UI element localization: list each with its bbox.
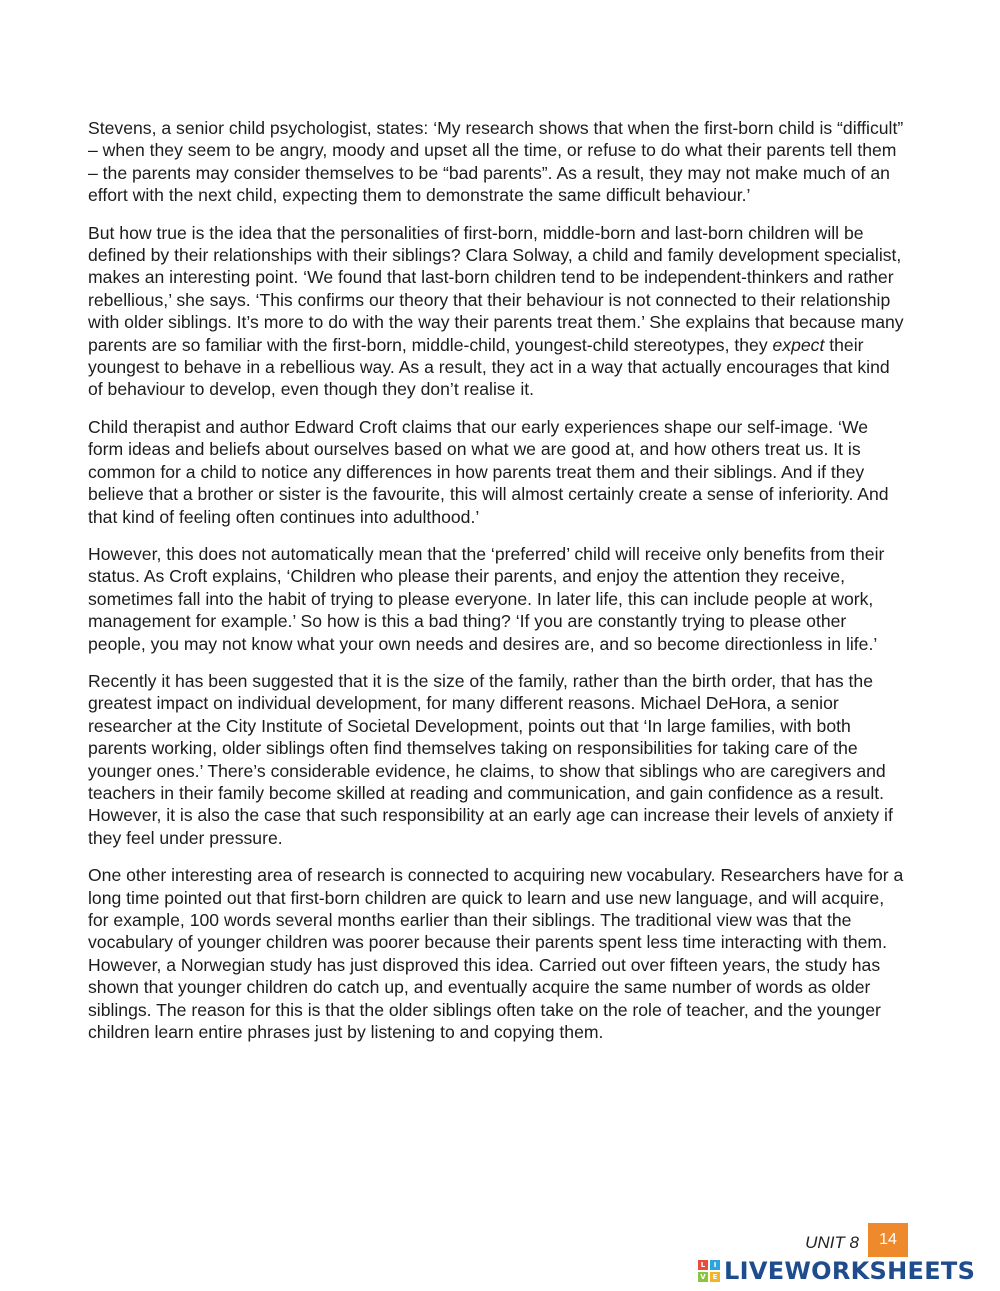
paragraph-solway — [88, 222, 908, 401]
unit-label: UNIT 8 — [805, 1233, 859, 1252]
brand-wordmark: LIVEWORKSHEETS — [724, 1257, 976, 1285]
paragraph-preferred-child: However, this does not automatically mean that the ‘preferred’ child will receive only benefits from their status. As Croft explains, ‘Children who please their parents, and enjoy the attention they receive, sometimes fall into the habit of trying to please everyone. In later life, this can include people at work, management for example.’ So how is this a bad thing? ‘If you are constantly trying to please other people, you may not know what your own needs and desires are, and so become directionless in life.’ — [88, 543, 885, 654]
emphasized-word: expect — [772, 334, 825, 355]
liveworksheets-logo-icon — [698, 1260, 720, 1282]
logo-block-l: L — [698, 1260, 708, 1270]
logo-block-v: V — [698, 1272, 708, 1282]
document-body — [88, 117, 908, 1058]
paragraph-stevens: Stevens, a senior child psychologist, states: ‘My research shows that when the first-born child is “difficult” – when they seem to be angry, moody and upset all the time, or refuse to do what their parents tell them – the parents may consider themselves to be “bad parents”. As a result, they may not make much of an effort with the next child, expecting them to demonstrate the same difficult behaviour.’ — [88, 118, 904, 206]
paragraph-solway-text-start: But how true is the idea that the personalities of first-born, middle-born and last-born children will be defined by their relationships with their siblings? Clara Solway, a child and family development specialist, makes an interesting point. ‘We found that last-born children tend to be independent-thinkers and rather rebellious,’ she says. ‘This confirms our theory that their behaviour is not connected to their relationship with older siblings. It’s more to do with the way their parents treat them.’ She explains that because many parents are so familiar with the first-born, middle-child, youngest-child stereotypes, they — [88, 222, 904, 355]
logo-block-i: I — [710, 1260, 720, 1270]
logo-block-e: E — [710, 1272, 720, 1282]
paragraph-solway-text-end: their youngest to behave in a rebellious way. As a result, they act in a way that actually encourages that kind of behaviour to develop, even though they don’t realise it. — [88, 334, 890, 400]
liveworksheets-brand — [698, 1256, 975, 1286]
paragraph-vocabulary: One other interesting area of research is connected to acquiring new vocabulary. Researchers have for a long time pointed out that first-born children are quick to learn and use new language, and will acquire, for example, 100 words several months earlier than their siblings. The traditional view was that the vocabulary of younger children was poorer because their parents spent less time interacting with them. However, a Norwegian study has just disproved this idea. Carried out over fifteen years, the study has shown that younger children do catch up, and eventually acquire the same number of words as older siblings. The reason for this is that the older siblings often take on the role of teacher, and the younger children learn entire phrases just by listening to and copying them. — [88, 865, 904, 1043]
page-number: 14 — [868, 1223, 908, 1257]
paragraph-croft: Child therapist and author Edward Croft claims that our early experiences shape our self-image. ‘We form ideas and beliefs about ourselves based on what we are good at, and how others treat us. It is common for a child to notice any differences in how parents treat them and their siblings. And if they believe that a brother or sister is the favourite, this will almost certainly create a sense of inferiority. And that kind of feeling often continues into adulthood.’ — [88, 416, 889, 527]
paragraph-family-size: Recently it has been suggested that it is the size of the family, rather than the birth order, that has the greatest impact on individual development, for many different reasons. Michael DeHora, a senior researcher at the City Institute of Societal Development, points out that ‘In large families, with both parents working, older siblings often find themselves taking on responsibilities for taking care of the younger ones.’ There’s considerable evidence, he claims, to show that siblings who are caregivers and teachers in their family become skilled at reading and communication, and gain confidence as a result. However, it is also the case that such responsibility at an early age can increase their levels of anxiety if they feel under pressure. — [88, 670, 893, 848]
